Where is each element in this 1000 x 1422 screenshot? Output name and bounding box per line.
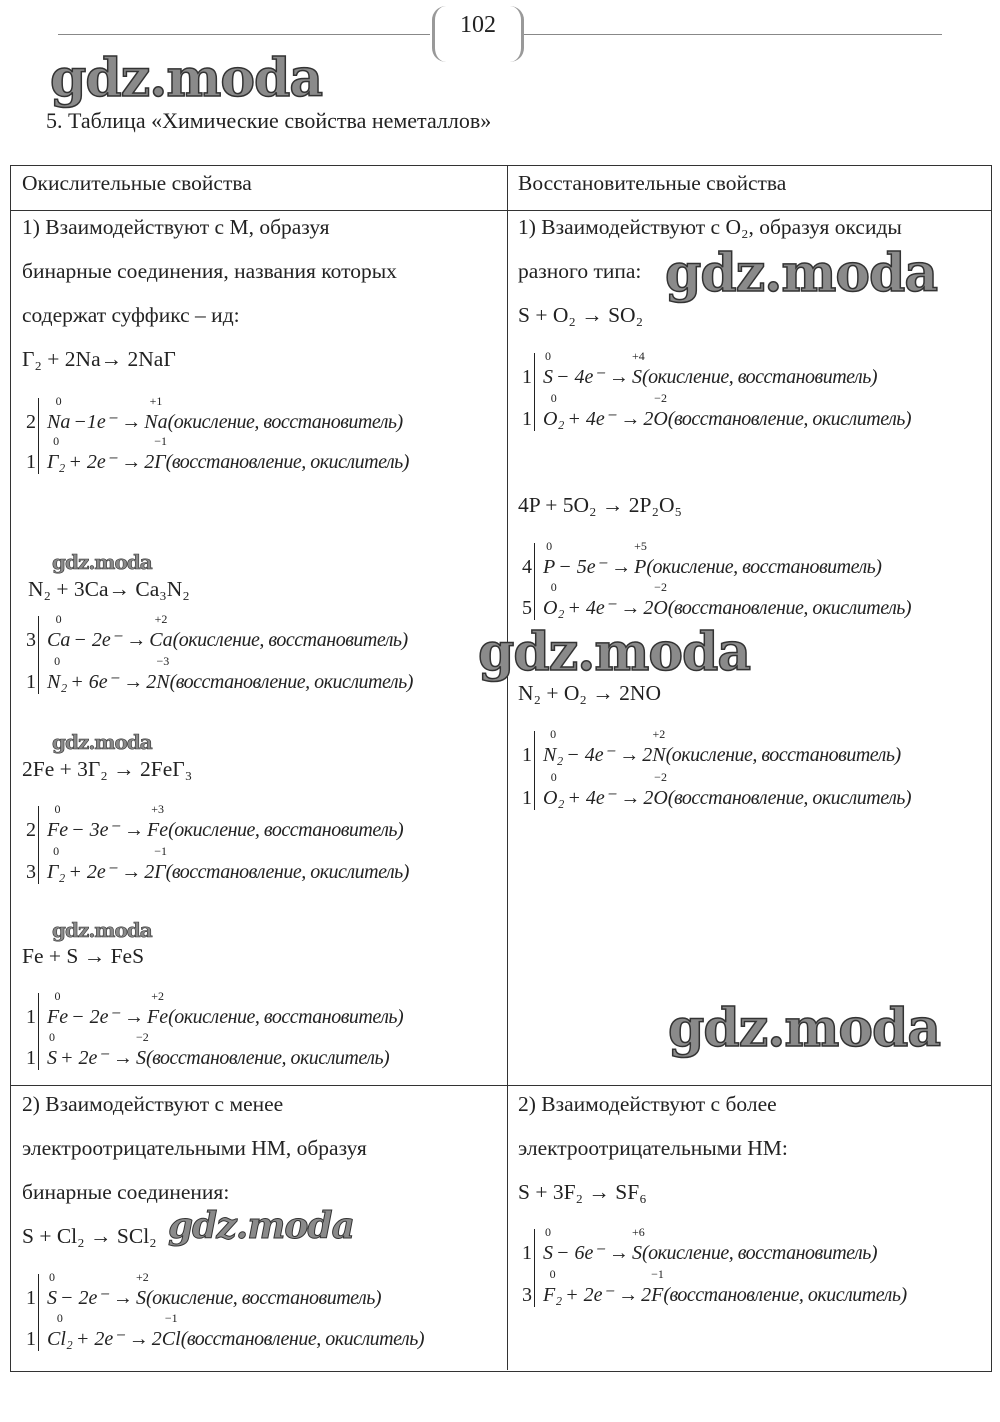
product: [156, 654, 170, 694]
oxidation-state: −1: [164, 1311, 178, 1325]
reactant-symbol: O₂: [543, 597, 565, 619]
reactant-symbol: Fe: [47, 819, 69, 841]
cell-text: содержат суффикс – ид:: [22, 303, 240, 327]
reactant-symbol: F₂: [543, 1284, 563, 1306]
half-reaction: [22, 1270, 381, 1310]
half-reaction: [22, 654, 413, 694]
electron-transfer: − 2e⁻ →: [71, 1006, 145, 1028]
process-note: (окисление, восстановитель): [167, 411, 403, 433]
reactant-symbol: Cl₂: [47, 1328, 73, 1350]
half-reaction: [518, 770, 911, 810]
half-reaction: [22, 394, 403, 434]
process-note: (окисление, восстановитель): [168, 1006, 404, 1028]
product: [631, 1225, 645, 1265]
cell-text: Г₂ + 2Na→ 2NaГ: [22, 347, 176, 371]
reactant: [543, 1225, 553, 1265]
oxidation-state: −1: [154, 844, 168, 858]
watermark: gdz.moda: [52, 550, 152, 574]
header-rule-right: [522, 34, 942, 35]
watermark: gdz.moda: [668, 998, 941, 1059]
product: [631, 349, 645, 389]
electron-transfer: + 2e⁻ →: [68, 861, 142, 883]
half-reaction: [22, 612, 408, 652]
electron-coefficient: 1: [26, 671, 36, 693]
product: [135, 1270, 149, 1310]
electron-coefficient: 3: [26, 861, 36, 883]
reactant: [543, 727, 564, 767]
product-symbol: Г: [154, 451, 166, 473]
half-reaction: [22, 844, 409, 884]
electron-coefficient: 1: [522, 787, 532, 809]
oxidation-state: +4: [631, 349, 645, 363]
electron-coefficient: 1: [522, 744, 532, 766]
product: [653, 391, 668, 431]
electron-coefficient: 1: [26, 1287, 36, 1309]
header-rule-left: [58, 34, 430, 35]
half-reaction: [518, 727, 901, 767]
electron-coefficient: 1: [26, 451, 36, 473]
product: [154, 844, 168, 884]
product-symbol: Na: [144, 411, 168, 433]
electron-transfer: − 3e⁻ →: [71, 819, 145, 841]
reactant: [543, 1267, 563, 1307]
electron-coefficient: 3: [522, 1284, 532, 1306]
process-note: (окисление, восстановитель): [168, 819, 404, 841]
electron-transfer: + 4e⁻ →: [567, 787, 641, 809]
oxidation-state: 0: [546, 539, 553, 553]
electron-transfer: − 2e⁻ →: [73, 629, 147, 651]
table-divider: [10, 1085, 991, 1086]
oxidation-state: 0: [545, 349, 551, 363]
product-symbol: Fe: [147, 819, 169, 841]
oxidation-state: 0: [56, 1311, 63, 1325]
reactant-symbol: Г₂: [47, 861, 66, 883]
electron-coefficient: 1: [26, 1006, 36, 1028]
reactant-symbol: O₂: [543, 408, 565, 430]
oxidation-state: 0: [49, 1270, 55, 1284]
product-symbol: Г: [154, 861, 166, 883]
reactant: [47, 612, 71, 652]
oxidation-state: +1: [149, 394, 163, 408]
cell-text: электроотрицательными НМ:: [518, 1136, 788, 1160]
oxidation-state: 0: [53, 434, 60, 448]
oxidation-state: 0: [55, 612, 62, 626]
electron-coefficient: 5: [522, 597, 532, 619]
electron-transfer: − 6e⁻ →: [556, 1242, 629, 1264]
watermark: gdz.moda: [50, 48, 323, 109]
product: [149, 612, 173, 652]
product-symbol: S: [631, 366, 642, 388]
process-note: (окисление, восстановитель): [145, 1287, 381, 1309]
cell-text: S + 3F₂ → SF₆: [518, 1180, 647, 1204]
electron-transfer: + 4e⁻ →: [567, 408, 641, 430]
oxidation-state: 0: [54, 989, 61, 1003]
watermark: gdz.moda: [52, 918, 152, 942]
reactant: [47, 989, 69, 1029]
cell-text: N₂ + 3Ca→ Ca₃N₂: [28, 577, 190, 601]
product: [154, 434, 168, 474]
half-reaction: [518, 391, 911, 431]
cell-text: 4P + 5O₂ → 2P₂O₅: [518, 493, 683, 517]
reactant-symbol: Г₂: [47, 451, 66, 473]
watermark: gdz.moda: [52, 730, 152, 754]
product-coefficient: 2: [144, 861, 155, 883]
product-symbol: N: [156, 671, 170, 693]
reactant-symbol: Fe: [47, 1006, 69, 1028]
oxidation-state: −3: [156, 654, 170, 668]
cell-text: бинарные соединения:: [22, 1180, 230, 1204]
reactant: [47, 654, 68, 694]
product-symbol: Cl: [161, 1328, 181, 1350]
cell-text: S + Cl₂ → SCl₂: [22, 1224, 157, 1248]
half-reaction: [518, 349, 877, 389]
half-reaction: [518, 1225, 877, 1265]
reactant-symbol: N₂: [543, 744, 564, 766]
electron-transfer: − 4e⁻ →: [556, 366, 629, 388]
oxidation-state: +2: [135, 1270, 149, 1284]
product: [161, 1311, 181, 1351]
product: [653, 580, 668, 620]
product-coefficient: 2: [643, 787, 654, 809]
oxidation-state: −2: [654, 770, 667, 784]
oxidation-state: 0: [54, 654, 61, 668]
electron-transfer: + 6e⁻ →: [70, 671, 144, 693]
electron-transfer: − 5e⁻ →: [558, 556, 632, 578]
header-reducing: Восстановительные свойства: [518, 171, 787, 195]
product-symbol: O: [653, 787, 668, 809]
product: [144, 394, 168, 434]
reactant-symbol: Ca: [47, 629, 71, 651]
reactant: [47, 434, 66, 474]
half-reaction: [518, 580, 911, 620]
electron-transfer: + 4e⁻ →: [567, 597, 641, 619]
half-reaction: [22, 989, 403, 1029]
reactant: [47, 1311, 73, 1351]
electron-transfer: + 2e⁻ →: [68, 451, 142, 473]
reactant-symbol: S: [47, 1287, 57, 1309]
process-note: (восстановление, окислитель): [667, 408, 912, 430]
cell-text: N₂ + O₂ → 2NO: [518, 681, 661, 705]
reactant: [47, 802, 69, 842]
reactant: [47, 844, 66, 884]
reactant: [543, 539, 556, 579]
oxidation-state: 0: [550, 770, 557, 784]
cell-text: разного типа:: [518, 259, 642, 283]
oxidation-state: 0: [550, 391, 557, 405]
oxidation-state: 0: [55, 394, 62, 408]
reactant-symbol: S: [543, 366, 553, 388]
page-number: 102: [460, 12, 496, 38]
reactant-symbol: P: [543, 556, 556, 578]
oxidation-state: 0: [545, 1225, 551, 1239]
product: [147, 989, 169, 1029]
product-symbol: Ca: [149, 629, 173, 651]
reactant-symbol: N₂: [47, 671, 68, 693]
process-note: (окисление, восстановитель): [641, 366, 877, 388]
process-note: (восстановление, окислитель): [667, 787, 912, 809]
oxidation-state: −2: [654, 580, 667, 594]
electron-coefficient: 1: [522, 408, 532, 430]
oxidation-state: +3: [151, 802, 164, 816]
product-symbol: S: [135, 1287, 146, 1309]
product: [653, 770, 668, 810]
oxidation-state: −2: [654, 391, 667, 405]
product-coefficient: 2: [643, 408, 654, 430]
electron-coefficient: 2: [26, 411, 36, 433]
product-symbol: O: [653, 597, 668, 619]
half-reaction: [22, 802, 403, 842]
watermark: gdz.moda: [478, 622, 751, 683]
reactant: [47, 1270, 57, 1310]
reactant-symbol: Na: [47, 411, 71, 433]
electron-coefficient: 3: [26, 629, 36, 651]
oxidation-state: +5: [634, 539, 647, 553]
oxidation-state: +2: [151, 989, 164, 1003]
product-coefficient: 2: [641, 1284, 652, 1306]
product: [634, 539, 647, 579]
reactant: [47, 394, 71, 434]
product-coefficient: 2: [144, 451, 155, 473]
electron-coefficient: 1: [26, 1047, 36, 1069]
cell-text: 2) Взаимодействуют с более: [518, 1092, 777, 1116]
oxidation-state: 0: [53, 844, 60, 858]
table-divider: [10, 210, 991, 211]
cell-text: бинарные соединения, названия которых: [22, 259, 397, 283]
reactant-symbol: S: [47, 1047, 57, 1069]
product: [147, 802, 169, 842]
reactant: [543, 770, 565, 810]
product-symbol: P: [634, 556, 647, 578]
product-symbol: N: [652, 744, 666, 766]
process-note: (восстановление, окислитель): [180, 1328, 424, 1350]
electron-coefficient: 4: [522, 556, 532, 578]
product: [652, 727, 666, 767]
electron-transfer: + 2e⁻ →: [60, 1047, 133, 1069]
watermark: gdz.moda: [168, 1205, 354, 1247]
product-symbol: Fe: [147, 1006, 169, 1028]
reactant: [543, 349, 553, 389]
electron-transfer: − 4e⁻ →: [566, 744, 640, 766]
process-note: (восстановление, окислитель): [169, 671, 413, 693]
cell-text: 1) Взаимодействуют с O₂, образуя оксиды: [518, 215, 902, 239]
reactant: [543, 391, 565, 431]
half-reaction: [22, 434, 409, 474]
product-symbol: S: [631, 1242, 642, 1264]
header-oxidizing: Окислительные свойства: [22, 171, 252, 195]
cell-text: 2Fe + 3Г₂ → 2FeГ₃: [22, 757, 193, 781]
product-coefficient: 2: [643, 597, 654, 619]
oxidation-state: 0: [49, 1030, 55, 1044]
oxidation-state: 0: [549, 1267, 556, 1281]
cell-text: Fe + S → FeS: [22, 944, 145, 968]
section-title: 5. Таблица «Химические свойства неметаллов»: [46, 108, 492, 133]
cell-text: 1) Взаимодействуют с М, образуя: [22, 215, 330, 239]
process-note: (восстановление, окислитель): [165, 451, 409, 473]
electron-transfer: + 2e⁻ →: [565, 1284, 639, 1306]
electron-coefficient: 1: [522, 1242, 532, 1264]
electron-coefficient: 1: [522, 366, 532, 388]
process-note: (восстановление, окислитель): [145, 1047, 390, 1069]
reactant-symbol: S: [543, 1242, 553, 1264]
electron-transfer: − 2e⁻ →: [60, 1287, 133, 1309]
reactant: [47, 1030, 57, 1070]
product: [135, 1030, 149, 1070]
process-note: (окисление, восстановитель): [665, 744, 901, 766]
watermark: gdz.moda: [665, 243, 938, 304]
cell-text: электроотрицательными НМ, образуя: [22, 1136, 367, 1160]
process-note: (восстановление, окислитель): [165, 861, 409, 883]
electron-coefficient: 1: [26, 1328, 36, 1350]
electron-transfer: −1e⁻ →: [73, 411, 142, 433]
oxidation-state: −1: [651, 1267, 664, 1281]
product-symbol: F: [651, 1284, 664, 1306]
oxidation-state: +2: [652, 727, 666, 741]
cell-text: S + O₂ → SO₂: [518, 303, 644, 327]
table-divider: [507, 165, 508, 1370]
half-reaction: [22, 1311, 424, 1351]
product-coefficient: 2: [642, 744, 653, 766]
oxidation-state: −2: [135, 1030, 149, 1044]
oxidation-state: +6: [631, 1225, 645, 1239]
oxidation-state: −1: [154, 434, 168, 448]
electron-transfer: + 2e⁻ →: [75, 1328, 149, 1350]
electron-coefficient: 2: [26, 819, 36, 841]
process-note: (восстановление, окислитель): [663, 1284, 907, 1306]
product-symbol: O: [653, 408, 668, 430]
product-coefficient: 2: [146, 671, 157, 693]
process-note: (окисление, восстановитель): [646, 556, 882, 578]
half-reaction: [518, 539, 881, 579]
process-note: (восстановление, окислитель): [667, 597, 912, 619]
oxidation-state: +2: [154, 612, 168, 626]
half-reaction: [22, 1030, 389, 1070]
process-note: (окисление, восстановитель): [172, 629, 408, 651]
oxidation-state: 0: [550, 580, 557, 594]
product-symbol: S: [135, 1047, 146, 1069]
half-reaction: [518, 1267, 907, 1307]
reactant: [543, 580, 565, 620]
cell-text: 2) Взаимодействуют с менее: [22, 1092, 284, 1116]
product-coefficient: 2: [151, 1328, 162, 1350]
product: [651, 1267, 664, 1307]
oxidation-state: 0: [54, 802, 61, 816]
process-note: (окисление, восстановитель): [641, 1242, 877, 1264]
reactant-symbol: O₂: [543, 787, 565, 809]
oxidation-state: 0: [550, 727, 557, 741]
